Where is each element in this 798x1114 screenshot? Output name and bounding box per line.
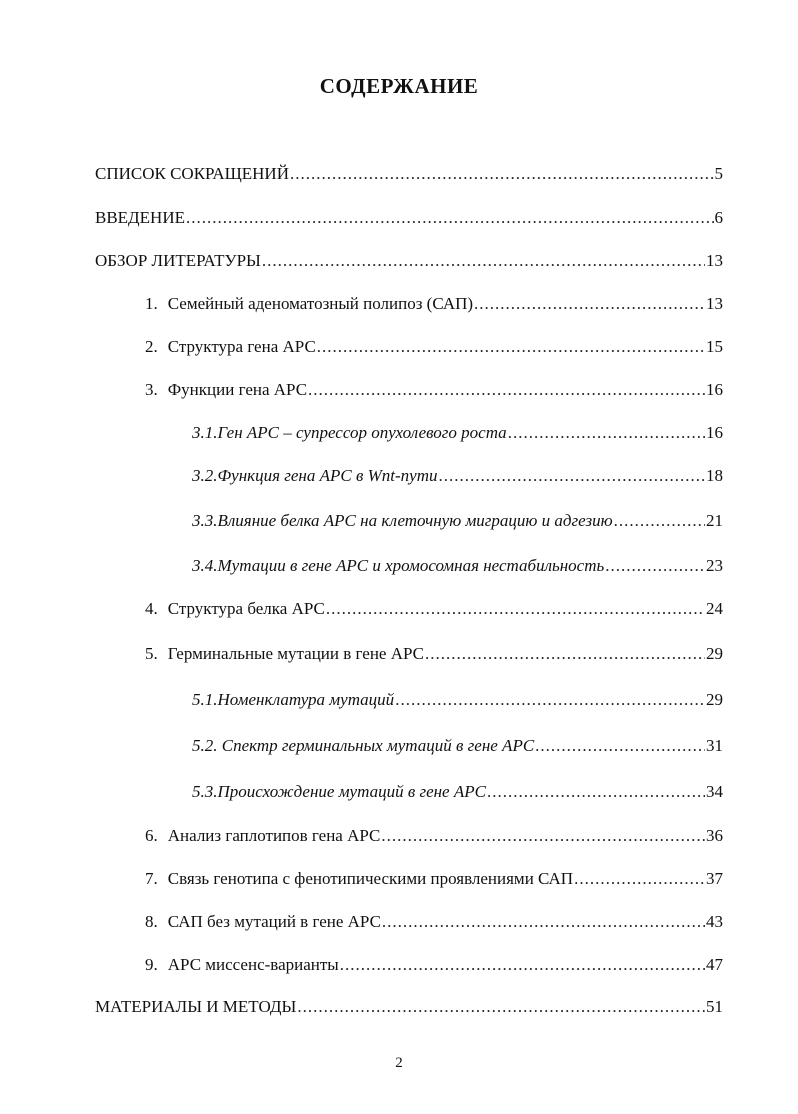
toc-entry-section-2[interactable] — [145, 336, 723, 358]
toc-entry-page: 43 — [706, 912, 723, 931]
toc-entry-materials-methods[interactable] — [95, 996, 723, 1018]
leader-dots — [425, 643, 705, 665]
toc-entry-page: 21 — [706, 511, 723, 530]
toc-entry-title: СПИСОК СОКРАЩЕНИЙ — [95, 164, 289, 183]
toc-entry-page: 47 — [706, 955, 723, 974]
toc-entry-title: 5.2. Спектр герминальных мутаций в гене АРС — [192, 736, 535, 755]
toc-entry-page: 16 — [706, 423, 723, 442]
toc-entry-section-4[interactable] — [145, 598, 723, 620]
toc-entry-number: 4. — [145, 599, 158, 618]
leader-dots — [535, 735, 705, 757]
leader-dots — [381, 825, 705, 847]
toc-entry-number: 9. — [145, 955, 158, 974]
toc-entry-introduction[interactable] — [95, 207, 723, 229]
leader-dots — [326, 598, 705, 620]
toc-entry-section-6[interactable] — [145, 825, 723, 847]
toc-entry-section-3-3[interactable] — [192, 510, 723, 532]
toc-entry-title: 5.3.Происхождение мутаций в гене АРС — [192, 782, 486, 801]
toc-entry-number: 5. — [145, 644, 158, 663]
toc-entry-title: 3.2.Функция гена АРС в Wnt-пути — [192, 466, 438, 485]
toc-entry-title: ВВЕДЕНИЕ — [95, 208, 185, 227]
toc-entry-literature-review[interactable] — [95, 250, 723, 272]
leader-dots — [308, 379, 705, 401]
leader-dots — [382, 911, 705, 933]
toc-entry-title: ОБЗОР ЛИТЕРАТУРЫ — [95, 251, 261, 270]
toc-entry-number: 1. — [145, 294, 158, 313]
leader-dots — [297, 996, 705, 1018]
toc-entry-title: Герминальные мутации в гене АРС — [167, 644, 424, 663]
leader-dots — [317, 336, 705, 358]
toc-entry-page: 29 — [706, 690, 723, 709]
toc-entry-number: 2. — [145, 337, 158, 356]
toc-entry-page: 34 — [706, 782, 723, 801]
toc-entry-page: 13 — [706, 251, 723, 270]
toc-entry-title: Анализ гаплотипов гена АРС — [167, 826, 381, 845]
toc-entry-number: 7. — [145, 869, 158, 888]
toc-entry-title: МАТЕРИАЛЫ И МЕТОДЫ — [95, 997, 297, 1016]
toc-entry-title: 3.4.Мутации в гене АРС и хромосомная нестабильность — [192, 556, 605, 575]
toc-entry-section-3-2[interactable] — [192, 465, 723, 487]
leader-dots — [474, 293, 705, 315]
toc-entry-page: 5 — [714, 164, 723, 183]
toc-entry-section-3[interactable] — [145, 379, 723, 401]
toc-entry-section-5-2[interactable] — [192, 735, 723, 757]
leader-dots — [186, 207, 714, 229]
toc-entry-page: 18 — [706, 466, 723, 485]
toc-entry-title: Структура белка АРС — [167, 599, 325, 618]
toc-entry-number: 8. — [145, 912, 158, 931]
toc-entry-section-9[interactable] — [145, 954, 723, 976]
leader-dots — [340, 954, 705, 976]
toc-entry-page: 24 — [706, 599, 723, 618]
toc-entry-section-1[interactable] — [145, 293, 723, 315]
toc-entry-section-5-3[interactable] — [192, 781, 723, 803]
toc-entry-title: 3.3.Влияние белка АРС на клеточную миграцию и адгезию — [192, 511, 613, 530]
toc-entry-section-8[interactable] — [145, 911, 723, 933]
toc-entry-page: 6 — [714, 208, 723, 227]
toc-entry-page: 16 — [706, 380, 723, 399]
leader-dots — [487, 781, 705, 803]
leader-dots — [508, 422, 705, 444]
leader-dots — [605, 555, 705, 577]
toc-entry-page: 37 — [706, 869, 723, 888]
toc-entry-abbreviations[interactable] — [95, 163, 723, 185]
toc-entry-title: Структура гена АРС — [167, 337, 316, 356]
leader-dots — [614, 510, 705, 532]
toc-entry-page: 23 — [706, 556, 723, 575]
toc-entry-title: 3.1.Ген АРС – супрессор опухолевого роста — [192, 423, 507, 442]
toc-entry-section-5[interactable] — [145, 643, 723, 665]
leader-dots — [574, 868, 705, 890]
toc-entry-page: 13 — [706, 294, 723, 313]
leader-dots — [395, 689, 705, 711]
leader-dots — [290, 163, 714, 185]
page-title: СОДЕРЖАНИЕ — [319, 74, 479, 98]
toc-entry-page: 36 — [706, 826, 723, 845]
toc-entry-section-7[interactable] — [145, 868, 723, 890]
toc-entry-title: Функции гена АРС — [167, 380, 308, 399]
toc-entry-title: Связь генотипа с фенотипическими проявлениями САП — [167, 869, 574, 888]
leader-dots — [438, 465, 705, 487]
toc-entry-section-3-1[interactable] — [192, 422, 723, 444]
toc-entry-title: САП без мутаций в гене АРС — [167, 912, 381, 931]
toc-entry-title: АРС миссенс-варианты — [167, 955, 339, 974]
toc-entry-page: 31 — [706, 736, 723, 755]
toc-entry-title: 5.1.Номенклатура мутаций — [192, 690, 395, 709]
toc-entry-section-3-4[interactable] — [192, 555, 723, 577]
toc-entry-page: 15 — [706, 337, 723, 356]
toc-entry-number: 3. — [145, 380, 158, 399]
toc-entry-number: 6. — [145, 826, 158, 845]
toc-entry-section-5-1[interactable] — [192, 689, 723, 711]
toc-entry-page: 51 — [706, 997, 723, 1016]
toc-entry-title: Семейный аденоматозный полипоз (САП) — [167, 294, 474, 313]
page-number: 2 — [395, 1055, 403, 1071]
leader-dots — [262, 250, 705, 272]
toc-entry-page: 29 — [706, 644, 723, 663]
